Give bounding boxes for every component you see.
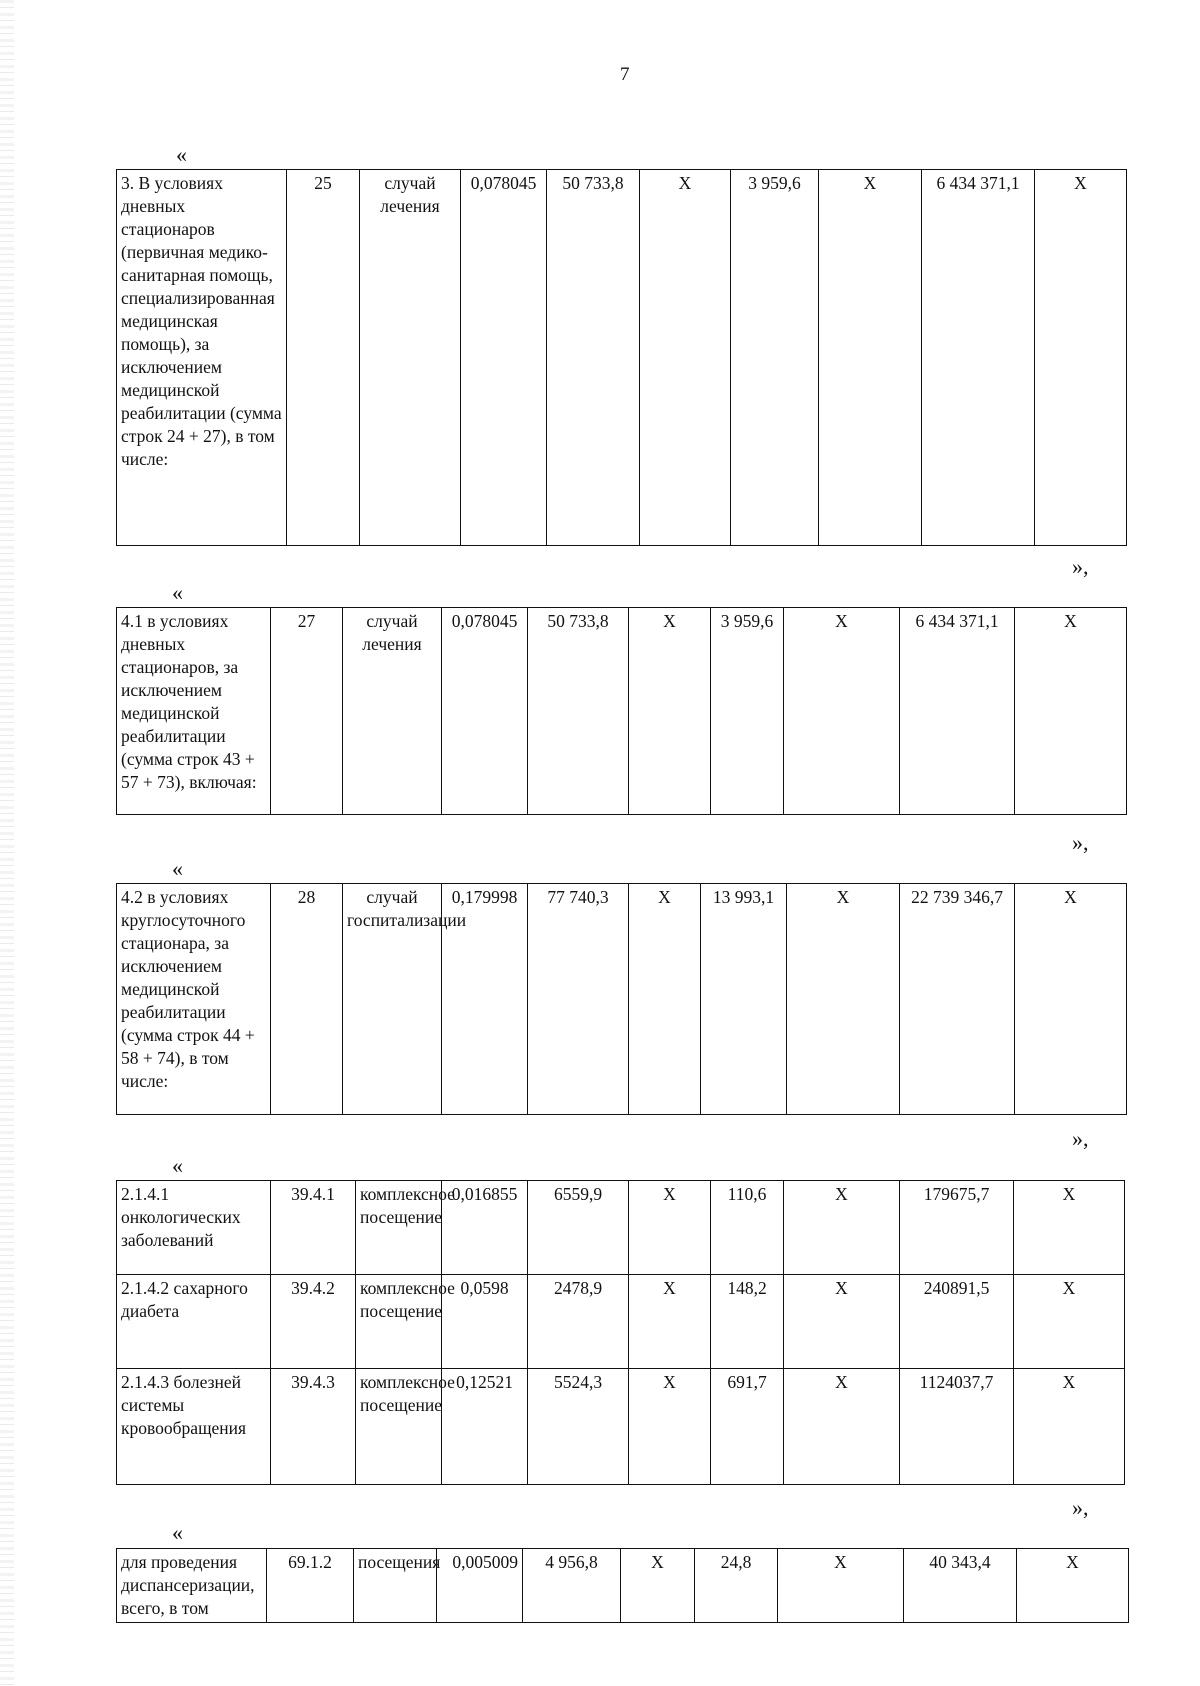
open-quote: «	[172, 1153, 183, 1178]
unit: комплексное посещение	[356, 1275, 442, 1369]
line-number: 28	[271, 884, 343, 1115]
cell-x: Х	[640, 170, 731, 546]
norm-value: 0,016855	[442, 1181, 528, 1275]
row-name: для проведения диспансеризации, всего, в том	[117, 1549, 267, 1623]
scan-edge	[0, 0, 14, 1686]
per-capita-value: 3 959,6	[731, 170, 819, 546]
cost-value: 50 733,8	[528, 608, 629, 815]
per-capita-value: 3 959,6	[711, 608, 784, 815]
close-quote: »,	[1072, 830, 1089, 855]
line-number: 69.1.2	[267, 1549, 354, 1623]
close-quote: »,	[1072, 1495, 1089, 1520]
cell-x: Х	[784, 608, 900, 815]
table-block-3	[116, 883, 1127, 1115]
cell-x: Х	[1014, 1275, 1125, 1369]
norm-value: 0,005009	[437, 1549, 523, 1623]
table-block-2	[116, 607, 1127, 815]
open-quote: «	[172, 580, 183, 605]
cost-value: 50 733,8	[547, 170, 640, 546]
unit: случай лечения	[360, 170, 461, 546]
open-quote: «	[172, 856, 183, 881]
total-value: 40 343,4	[904, 1549, 1017, 1623]
row-name: 4.2 в условиях круглосуточного стационара, за исключением медицинской реабилитации (сумма строк 44 + 58 + 74), в том числе:	[117, 884, 271, 1115]
unit: случай лечения	[343, 608, 442, 815]
line-number: 39.4.3	[271, 1369, 356, 1485]
cost-value: 5524,3	[528, 1369, 629, 1485]
row-name: 2.1.4.3 болезней системы кровообращения	[117, 1369, 271, 1485]
close-quote: »,	[1072, 1126, 1089, 1151]
total-value: 6 434 371,1	[900, 608, 1015, 815]
open-quote: «	[176, 142, 187, 167]
unit: посещения	[354, 1549, 437, 1623]
line-number: 25	[287, 170, 360, 546]
cell-x: Х	[629, 1181, 711, 1275]
cost-value: 77 740,3	[528, 884, 629, 1115]
table-block-1	[116, 169, 1127, 546]
total-value: 240891,5	[900, 1275, 1014, 1369]
line-number: 27	[271, 608, 343, 815]
cell-x: Х	[629, 608, 711, 815]
norm-value: 0,0598	[442, 1275, 528, 1369]
total-value: 1124037,7	[900, 1369, 1014, 1485]
per-capita-value: 13 993,1	[701, 884, 787, 1115]
row-name: 2.1.4.1 онкологических заболеваний	[117, 1181, 271, 1275]
total-value: 6 434 371,1	[922, 170, 1035, 546]
cell-x: Х	[784, 1369, 900, 1485]
table-block-4	[116, 1180, 1125, 1485]
cell-x: Х	[1015, 884, 1127, 1115]
page-number: 7	[620, 64, 630, 85]
per-capita-value: 24,8	[695, 1549, 778, 1623]
cell-x: Х	[1014, 1369, 1125, 1485]
per-capita-value: 148,2	[711, 1275, 784, 1369]
cost-value: 2478,9	[528, 1275, 629, 1369]
table-row	[117, 608, 1127, 815]
row-name: 2.1.4.2 сахарного диабета	[117, 1275, 271, 1369]
line-number: 39.4.1	[271, 1181, 356, 1275]
unit: комплексное посещение	[356, 1369, 442, 1485]
norm-value: 0,12521	[442, 1369, 528, 1485]
open-quote: «	[172, 1520, 183, 1545]
cost-value: 4 956,8	[523, 1549, 621, 1623]
cell-x: Х	[787, 884, 900, 1115]
norm-value: 0,078045	[461, 170, 547, 546]
cell-x: Х	[819, 170, 922, 546]
table-row	[117, 1549, 1129, 1623]
line-number: 39.4.2	[271, 1275, 356, 1369]
cell-x: Х	[629, 1369, 711, 1485]
cell-x: Х	[1015, 608, 1127, 815]
cell-x: Х	[784, 1181, 900, 1275]
per-capita-value: 691,7	[711, 1369, 784, 1485]
close-quote: »,	[1072, 554, 1089, 579]
total-value: 179675,7	[900, 1181, 1014, 1275]
cell-x: Х	[778, 1549, 904, 1623]
per-capita-value: 110,6	[711, 1181, 784, 1275]
total-value: 22 739 346,7	[900, 884, 1015, 1115]
cell-x: Х	[621, 1549, 695, 1623]
cell-x: Х	[784, 1275, 900, 1369]
row-name: 3. В условиях дневных стационаров (первичная медико-санитарная помощь, специализированная медицинская помощь), за исключением медицинской реабилитации (сумма строк 24 + 27), в том числе:	[117, 170, 287, 546]
row-name: 4.1 в условиях дневных стационаров, за исключением медицинской реабилитации (сумма строк 43 + 57 + 73), включая:	[117, 608, 271, 815]
table-row	[117, 884, 1127, 1115]
cell-x: Х	[1035, 170, 1127, 546]
cell-x: Х	[1014, 1181, 1125, 1275]
norm-value: 0,179998	[442, 884, 528, 1115]
table-row	[117, 1369, 1125, 1485]
table-row	[117, 1181, 1125, 1275]
unit: комплексное посещение	[356, 1181, 442, 1275]
table-row	[117, 1275, 1125, 1369]
table-row	[117, 170, 1127, 546]
cell-x: Х	[629, 1275, 711, 1369]
cell-x: Х	[1017, 1549, 1129, 1623]
cell-x: Х	[629, 884, 701, 1115]
table-block-5	[116, 1548, 1129, 1623]
norm-value: 0,078045	[442, 608, 528, 815]
unit: случай госпитализации	[343, 884, 442, 1115]
cost-value: 6559,9	[528, 1181, 629, 1275]
